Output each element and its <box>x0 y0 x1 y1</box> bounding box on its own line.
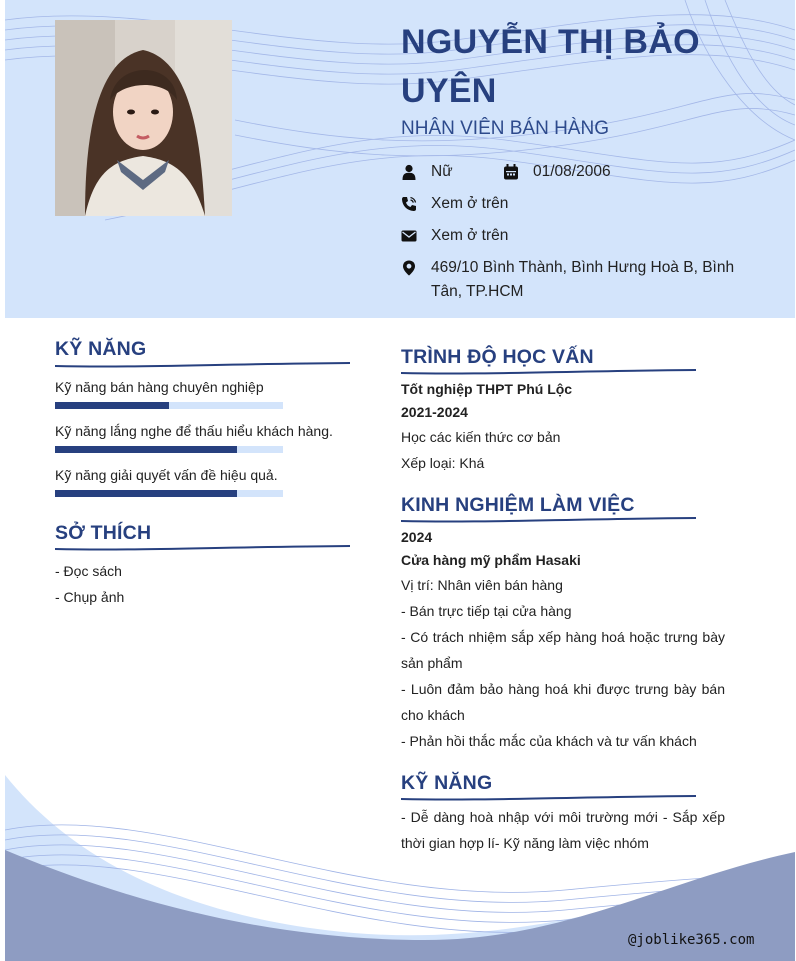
hobbies-heading: SỞ THÍCH <box>55 522 152 544</box>
skills2-line-1: - Dễ dàng hoà nhập với môi trường mới - Sắp xếp <box>401 809 725 825</box>
education-school: Tốt nghiệp THPT Phú Lộc <box>401 381 573 397</box>
skills2-heading: KỸ NĂNG <box>401 772 493 794</box>
skill-label-2: Kỹ năng lắng nghe để thấu hiểu khách hàng. <box>55 423 333 439</box>
education-years: 2021-2024 <box>401 404 468 420</box>
skill-label-1: Kỹ năng bán hàng chuyên nghiệp <box>55 379 264 395</box>
watermark: @joblike365.com <box>628 932 755 948</box>
address-line-1: 469/10 Bình Thành, Bình Hưng Hoà B, Bình <box>431 259 735 276</box>
job-title: NHÂN VIÊN BÁN HÀNG <box>401 118 609 139</box>
experience-position: Vị trí: Nhân viên bán hàng <box>401 577 563 593</box>
candidate-name <box>401 18 761 116</box>
education-line-2: Xếp loại: Khá <box>401 455 485 471</box>
skill-bar-1 <box>55 402 283 409</box>
location-pin-icon <box>401 260 417 276</box>
hobbies-heading-underline <box>55 543 350 553</box>
experience-duty-2b: sản phẩm <box>401 655 463 671</box>
person-icon <box>401 164 417 180</box>
skill-label-3: Kỹ năng giải quyết vấn đề hiệu quả. <box>55 467 278 483</box>
phone-icon <box>401 196 417 212</box>
skills-heading: KỸ NĂNG <box>55 338 147 360</box>
experience-duty-3b: cho khách <box>401 707 465 723</box>
skill-bar-fill-3 <box>55 490 237 497</box>
education-heading-underline <box>401 367 696 377</box>
skill-bar-2 <box>55 446 283 453</box>
calendar-icon <box>503 164 519 180</box>
bottom-wave-decoration <box>5 760 795 961</box>
skills-heading-underline <box>55 360 350 370</box>
education-line-1: Học các kiến thức cơ bản <box>401 429 561 445</box>
name-line-2: UYÊN <box>401 72 497 110</box>
experience-year: 2024 <box>401 529 433 545</box>
phone-value: Xem ở trên <box>431 195 509 212</box>
experience-duty-3a: - Luôn đảm bảo hàng hoá khi được trưng bày bán <box>401 681 725 697</box>
skills2-line-2: thời gian hợp lí- Kỹ năng làm việc nhóm <box>401 835 649 851</box>
header-section <box>5 0 795 318</box>
hobby-item-1: - Đọc sách <box>55 563 122 579</box>
profile-photo <box>55 20 232 216</box>
experience-duty-2a: - Có trách nhiệm sắp xếp hàng hoá hoặc trưng bày <box>401 629 725 645</box>
name-line-1: NGUYỄN THỊ BẢO <box>401 23 700 61</box>
experience-company: Cửa hàng mỹ phẩm Hasaki <box>401 552 581 568</box>
address-line-2: Tân, TP.HCM <box>431 283 524 300</box>
skill-bar-fill-1 <box>55 402 169 409</box>
experience-duty-1: - Bán trực tiếp tại cửa hàng <box>401 603 572 619</box>
email-value: Xem ở trên <box>431 227 509 244</box>
skill-bar-3 <box>55 490 283 497</box>
envelope-icon <box>401 228 417 244</box>
experience-heading: KINH NGHIỆM LÀM VIỆC <box>401 494 635 516</box>
experience-duty-4: - Phản hồi thắc mắc của khách và tư vấn khách <box>401 733 697 749</box>
gender-value: Nữ <box>431 163 453 180</box>
experience-heading-underline <box>401 515 696 525</box>
hobby-item-2: - Chụp ảnh <box>55 589 125 605</box>
education-heading: TRÌNH ĐỘ HỌC VẤN <box>401 346 594 368</box>
skills2-heading-underline <box>401 793 696 803</box>
birthdate-value: 01/08/2006 <box>533 163 611 180</box>
skill-bar-fill-2 <box>55 446 237 453</box>
cv-page <box>5 0 795 961</box>
